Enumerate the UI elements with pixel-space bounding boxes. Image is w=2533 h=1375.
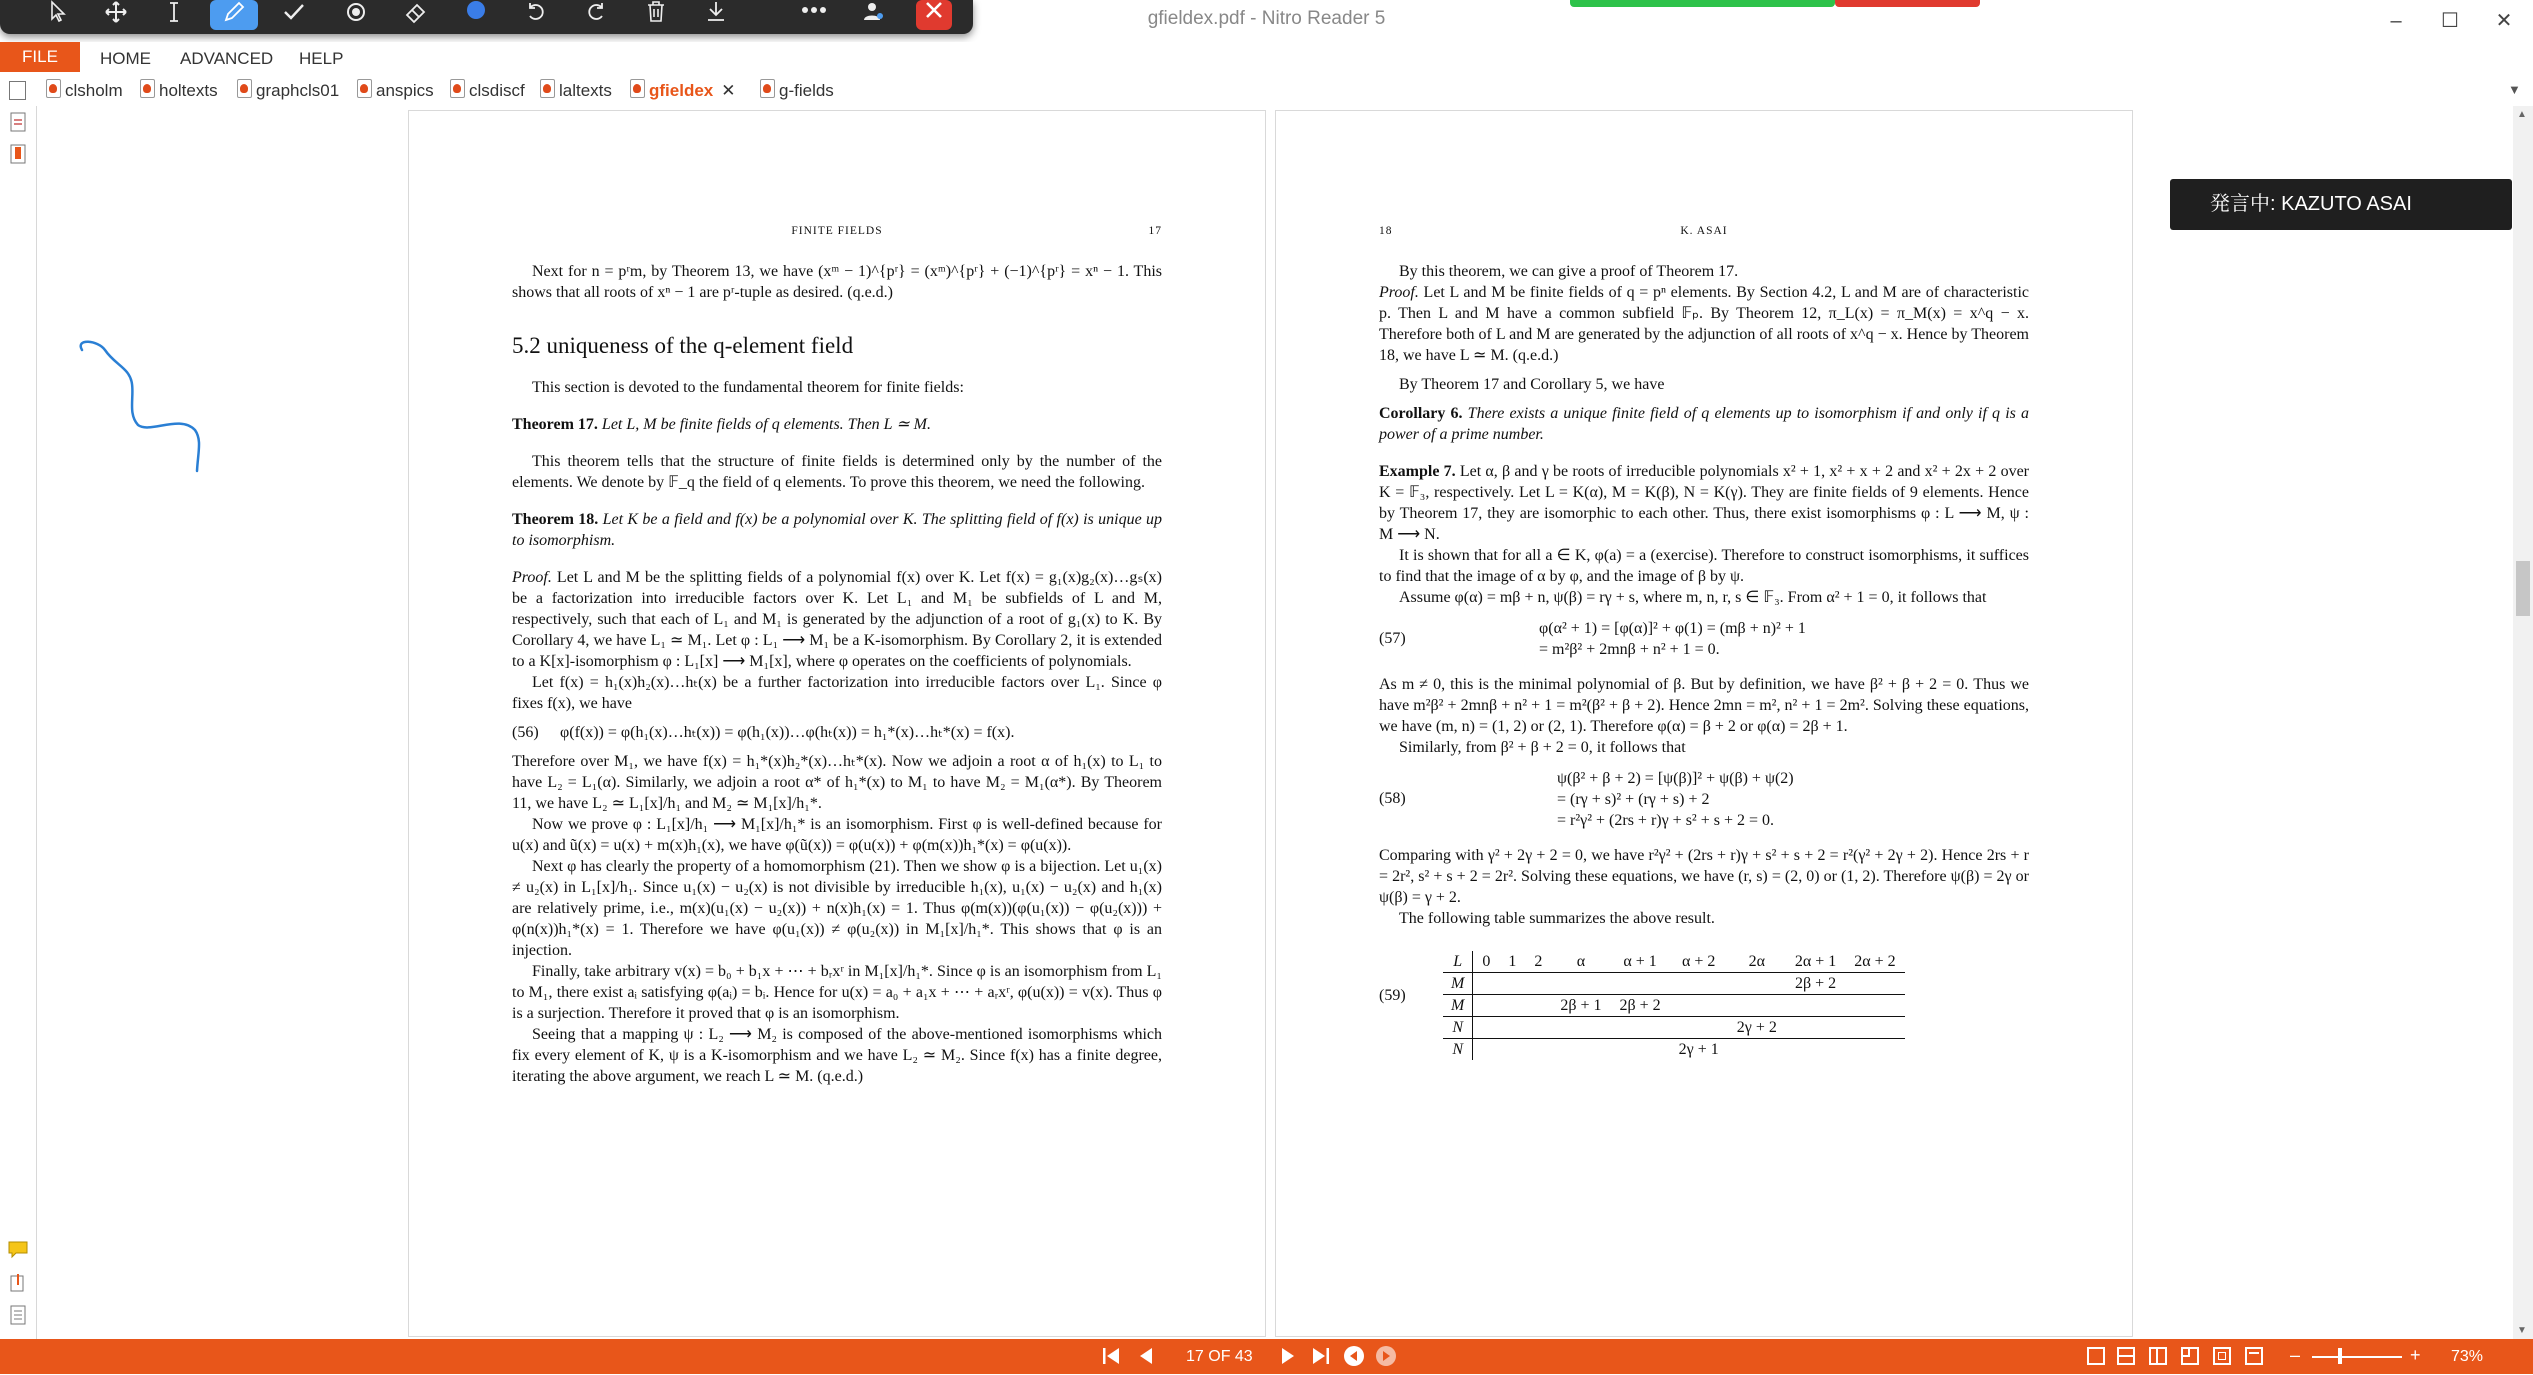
previous-view-icon[interactable] (1342, 1345, 1366, 1375)
close-icon[interactable] (916, 0, 952, 30)
equation-number: (59) (1379, 987, 1406, 1004)
equation-body: φ(f(x)) = φ(h₁(x)…hₜ(x)) = φ(h₁(x))…φ(hₜ(x)) = h₁*(x)…hₜ*(x) = f(x). (560, 724, 1015, 741)
continuous-view-icon[interactable] (2117, 1347, 2135, 1365)
select-arrow-icon[interactable] (34, 0, 82, 30)
pdf-file-icon (450, 79, 465, 98)
table-cell: 2γ + 2 (1728, 1017, 1786, 1039)
pdf-file-icon (46, 79, 61, 98)
more-icon[interactable] (790, 0, 838, 30)
paragraph: By Theorem 17 and Corollary 5, we have (1399, 376, 1665, 393)
full-screen-icon[interactable] (2245, 1347, 2263, 1365)
attachments-panel-icon[interactable] (8, 1273, 28, 1295)
pdf-file-icon (760, 79, 775, 98)
eraser-icon[interactable] (392, 0, 440, 30)
speaking-banner: 発言中: KAZUTO ASAI (2170, 179, 2512, 230)
menu-bar (0, 42, 2533, 72)
next-view-icon[interactable] (1374, 1345, 1398, 1375)
first-page-icon[interactable] (1101, 1345, 1123, 1373)
redo-icon[interactable] (572, 0, 620, 30)
equation-line: φ(α² + 1) = [φ(α)]² + φ(1) = (mβ + n)² + 1 (1539, 620, 1806, 637)
tab-g-fields[interactable] (760, 79, 834, 101)
pdf-file-icon (357, 79, 372, 98)
red-status-strip (1835, 0, 1980, 7)
left-rail (0, 106, 37, 1339)
table-cell: α + 2 (1670, 951, 1728, 973)
table-cell: N (1443, 1039, 1473, 1061)
tab-label: g-fields (779, 81, 834, 100)
pdf-file-icon (540, 79, 555, 98)
tab-label: graphcls01 (256, 81, 340, 100)
theorem-17 (512, 414, 1162, 435)
proof-paragraph (512, 567, 1162, 672)
paragraph: Next φ has clearly the property of a homomorphism (21). Then we show φ is a bijection. Let u₁(x) ≠ u₂(x) in L₁[x]/h₁. Since u₁(x) − u₂(x) is not divisible by irreducible h₁(x), u₁(x) − u₂(x) and h₁(x) are relatively prime, i.e., m(x)(u₁(x) − u₂(x)) + n(x)h₁(x) = 1. Thus φ(m(x))(φ(u₁(x)) − φ(u₂(x))) + φ(n(x))h₁*(x) = 1. Therefore we have φ(u₁(x)) ≠ φ(u₂(x)) in M₁[x]/h₁*. This shows that φ is an injection. (512, 858, 1162, 959)
tab-label: holtexts (159, 81, 218, 100)
fit-width-icon[interactable] (2213, 1347, 2231, 1365)
table-cell: 2α (1728, 951, 1786, 973)
corollary-label: Corollary 6. (1379, 405, 1463, 422)
page-number: 18 (1379, 225, 1393, 237)
paragraph: By this theorem, we can give a proof of Theorem 17. (1399, 263, 1739, 280)
menu-file[interactable]: FILE (0, 42, 80, 72)
proof-text: Let L and M be the splitting fields of a polynomial f(x) over K. Let f(x) = g₁(x)g₂(x)…gₛ(x) be a factorization into irreducible factors over K. Let L₁ and M₁ be subfields of L and M, respectively, such that each of L₁ and M₁ is generated by the adjunction of a root of g₁(x) to K. By Corollary 4, we have L₁ ≃ M₁. Let φ : L₁ ⟶ M₁ be a K-isomorphism. By Corollary 2, it is extended to a K[x]-isomorphism φ : L₁[x] ⟶ M₁[x], where φ operates on the coefficients of polynomials. (512, 569, 1163, 670)
tab-label: laltexts (559, 81, 612, 100)
isomorphism-table (1443, 951, 1905, 1060)
paragraph: Finally, take arbitrary v(x) = b₀ + b₁x + ⋯ + bᵣxʳ in M₁[x]/h₁*. Since φ is an isomorphism from L₁ to M₁, there exist aᵢ satisfying φ(aᵢ) = bᵢ. Hence for u(x) = a₀ + a₁x + ⋯ + aᵣxʳ, φ(u(x)) = v(x). Thus φ is a surjection. Therefore it proved that φ is an isomorphism. (512, 963, 1162, 1022)
page-thumbnail-icon[interactable] (9, 81, 26, 100)
table-cell: α (1551, 951, 1610, 973)
bookmarks-panel-icon[interactable] (8, 144, 28, 166)
output-panel-icon[interactable] (8, 1305, 28, 1327)
zoom-out-button[interactable]: – (2290, 1345, 2301, 1365)
proof-label: Proof. (1379, 284, 1419, 301)
check-icon[interactable] (270, 0, 318, 30)
paragraph: The following table summarizes the above result. (1399, 910, 1715, 927)
paragraph: Seeing that a mapping ψ : L₂ ⟶ M₂ is composed of the above-mentioned isomorphisms which fix every element of K, ψ is a K-isomorphism and we have L₂ ≃ M₂. Since f(x) has a finite degree, iterating the above argument, we reach L ≃ M. (q.e.d.) (512, 1026, 1162, 1085)
last-page-icon[interactable] (1309, 1345, 1331, 1373)
download-icon[interactable] (692, 0, 740, 30)
table-cell: 2γ + 1 (1678, 1041, 1719, 1058)
paragraph: Comparing with γ² + 2γ + 2 = 0, we have r²γ² + (2rs + r)γ + s² + s + 2 = r²(γ² + 2γ + 2). Hence 2rs + r = 2r², s² + s + 2 = 2r². Solving these equations, we have (r, s) = (2, 0) or (1, 2). Therefore ψ(β) = 2γ or ψ(β) = γ + 2. (1379, 847, 2029, 906)
paragraph: This section is devoted to the fundamental theorem for finite fields: (532, 379, 964, 396)
theorem-label: Theorem 17. (512, 416, 598, 433)
pen-icon[interactable] (210, 0, 258, 30)
equation-line: = r²γ² + (2rs + r)γ + s² + s + 2 = 0. (1557, 812, 1775, 829)
next-page-icon[interactable] (1278, 1345, 1298, 1373)
example-text: Let α, β and γ be roots of irreducible polynomials x² + 1, x² + x + 2 and x² + 2x + 2 over K = 𝔽₃, respectively. Let L = K(α), M = K(β), N = K(γ). They are finite fields of 9 elements. Hence by Theorem 17, they are isomorphic to each other. Thus, there exist isomorphisms φ : L ⟶ M, ψ : M ⟶ N. (1379, 463, 2030, 543)
table-row (1443, 1017, 1905, 1039)
table-cell: 2α + 2 (1845, 951, 1904, 973)
equation-57 (1379, 618, 2029, 660)
menu-home[interactable]: HOME (100, 49, 151, 68)
table-cell: N (1443, 1017, 1473, 1039)
equation-56 (512, 722, 1162, 743)
theorem-text: Let K be a field and f(x) be a polynomial over K. The splitting field of f(x) is unique up to isomorphism. (512, 511, 1163, 549)
tab-anspics[interactable] (357, 79, 434, 101)
equation-59 (1379, 951, 2029, 1060)
equation-number: (57) (1379, 630, 1406, 647)
table-cell: 1 (1499, 951, 1525, 973)
tab-holtexts[interactable] (140, 79, 218, 101)
equation-number: (58) (1379, 790, 1406, 807)
equation-line: = m²β² + 2mnβ + n² + 1 = 0. (1539, 641, 1720, 658)
paragraph: Now we prove φ : L₁[x]/h₁ ⟶ M₁[x]/h₁* is an isomorphism. First φ is well-defined because for u(x) and ũ(x) = u(x) + m(x)h₁(x), we have φ(ũ(x)) = φ(u(x)) + φ(m(x))h₁*(x) = φ(u(x)). (512, 816, 1162, 854)
paragraph: This theorem tells that the structure of finite fields is determined only by the number of the elements. We denote by 𝔽_q the field of q elements. To prove this theorem, we need the following. (512, 453, 1162, 491)
maximize-button[interactable]: ☐ (2441, 10, 2459, 32)
tab-clsdiscf[interactable] (450, 79, 525, 101)
zoom-slider[interactable] (2312, 1356, 2402, 1358)
theorem-label: Theorem 18. (512, 511, 599, 528)
table-cell: 2β + 2 (1786, 973, 1845, 995)
text-cursor-icon[interactable] (150, 0, 198, 30)
zoom-in-button[interactable]: + (2410, 1345, 2421, 1365)
undo-icon[interactable] (512, 0, 560, 30)
page-indicator[interactable]: 17 OF 43 (1186, 1348, 1253, 1365)
window-title: gfieldex.pdf - Nitro Reader 5 (1147, 8, 1386, 29)
zoom-slider-handle[interactable] (2338, 1348, 2342, 1364)
ink-annotation[interactable] (70, 340, 210, 480)
move-icon[interactable] (92, 0, 140, 30)
pdf-file-icon (630, 79, 645, 98)
running-header: FINITE FIELDS (791, 225, 883, 237)
paragraph: Let f(x) = h₁(x)h₂(x)…hₜ(x) be a further factorization into irreducible factors over L₁. Since φ fixes f(x), we have (512, 674, 1162, 712)
delete-icon[interactable] (632, 0, 680, 30)
table-cell: 0 (1473, 951, 1500, 973)
table-header-row (1443, 951, 1905, 973)
user-settings-icon[interactable] (850, 0, 898, 30)
pen-toolbar (0, 0, 973, 34)
proof-paragraph (1379, 282, 2029, 366)
menu-help[interactable]: HELP (299, 49, 344, 68)
vertical-scrollbar[interactable] (2513, 106, 2533, 1339)
table-cell: M (1443, 995, 1473, 1017)
equation-line: ψ(β² + β + 2) = [ψ(β)]² + ψ(β) + ψ(2) (1557, 770, 1794, 787)
pages-panel-icon[interactable] (8, 112, 28, 134)
theorem-text: Let L, M be finite fields of q elements. Then L ≃ M. (601, 416, 932, 433)
corollary-6 (1379, 403, 2029, 445)
pdf-page-18 (1275, 110, 2133, 1337)
facing-view-icon[interactable] (2149, 1347, 2167, 1365)
theorem-18 (512, 509, 1162, 551)
table-cell: 2 (1525, 951, 1551, 973)
example-7 (1379, 461, 2029, 545)
minimize-button[interactable]: – (2390, 10, 2402, 32)
table-cell: L (1443, 951, 1473, 973)
proof-label: Proof. (512, 569, 552, 586)
paragraph: It is shown that for all a ∈ K, φ(a) = a (exercise). Therefore to construct isomorphisms, it suffices to find that the image of α by φ, and the image of β by ψ. (1379, 547, 2029, 585)
tab-list-chevron-icon[interactable]: ▼ (2508, 82, 2521, 97)
tab-close-icon[interactable]: ✕ (721, 81, 736, 100)
equation-58 (1379, 768, 2029, 831)
tab-label: anspics (376, 81, 434, 100)
table-cell: α + 1 (1611, 951, 1670, 973)
zoom-level[interactable]: 73% (2451, 1348, 2484, 1365)
color-dot-icon[interactable] (452, 0, 500, 30)
table-row (1443, 1039, 1905, 1061)
green-status-strip (1570, 0, 1835, 7)
section-title: 5.2 uniqueness of the q-element field (512, 333, 854, 358)
table-cell: 2α + 1 (1786, 951, 1845, 973)
menu-advanced[interactable]: ADVANCED (180, 49, 274, 68)
page-number: 17 (1148, 225, 1162, 237)
table-cell: 2β + 2 (1611, 995, 1670, 1017)
paragraph: Similarly, from β² + β + 2 = 0, it follows that (1399, 739, 1686, 756)
tab-graphcls01[interactable] (237, 79, 339, 101)
pdf-file-icon (237, 79, 252, 98)
table-row (1443, 973, 1905, 995)
scrollbar-thumb[interactable] (2516, 561, 2530, 616)
previous-page-icon[interactable] (1136, 1345, 1156, 1373)
status-bar (0, 1339, 2533, 1374)
close-window-button[interactable]: ✕ (2495, 10, 2513, 32)
comments-panel-icon[interactable] (8, 1241, 28, 1263)
document-tab-bar (0, 72, 2533, 107)
tab-label: clsholm (65, 81, 123, 100)
scroll-up-icon[interactable]: ▲ (2517, 109, 2527, 120)
table-row (1443, 995, 1905, 1017)
paragraph: Next for n = pʳm, by Theorem 13, we have (xᵐ − 1)^{pʳ} = (xᵐ)^{pʳ} + (−1)^{pʳ} = xⁿ − 1. This shows that all roots of xⁿ − 1 are pʳ-tuple as desired. (q.e.d.) (512, 263, 1162, 301)
tab-label: gfieldex (649, 81, 714, 100)
pdf-file-icon (140, 79, 155, 98)
tab-gfieldex[interactable] (630, 79, 736, 101)
pdf-page-17 (408, 110, 1266, 1337)
continuous-facing-view-icon[interactable] (2181, 1347, 2199, 1365)
proof-text: Let L and M be finite fields of q = pⁿ elements. By Section 4.2, L and M are of characteristic p. Then L and M have a common subfield 𝔽ₚ. By Theorem 12, π_L(x) = π_M(x) = x^q − x. Therefore both of L and M are generated by the adjunction of all roots of x^q − x. Hence by Theorem 18, we have L ≃ M. (q.e.d.) (1379, 284, 2029, 364)
example-label: Example 7. (1379, 463, 1456, 480)
running-header: K. ASAI (1680, 225, 1728, 237)
equation-line: = (rγ + s)² + (rγ + s) + 2 (1557, 791, 1710, 808)
scroll-down-icon[interactable]: ▼ (2517, 1325, 2527, 1336)
corollary-text: There exists a unique finite field of q elements up to isomorphism if and only if q is a power of a prime number. (1379, 405, 2030, 443)
paragraph: As m ≠ 0, this is the minimal polynomial of β. But by definition, we have β² + β + 2 = 0. Thus we have m²β² + 2mnβ + n² + 1 = m²(β² + β + 2). Hence 2mn = m², n² + 1 = 2m². Solving these equations, we have (m, n) = (1, 2) or (2, 1). Therefore φ(α) = β + 2 or φ(α) = 2β + 1. (1379, 676, 2029, 735)
paragraph: Assume φ(α) = mβ + n, ψ(β) = rγ + s, where m, n, r, s ∈ 𝔽₃. From α² + 1 = 0, it follows that (1399, 589, 1987, 606)
tab-clsholm[interactable] (46, 79, 123, 101)
tab-laltexts[interactable] (540, 79, 612, 101)
paragraph: Therefore over M₁, we have f(x) = h₁*(x)h₂*(x)…hₜ*(x). Now we adjoin a root α of h₁(x) to L₁ to have L₂ = L₁(α). Similarly, we adjoin a root α* of h₁*(x) to M₁ to have M₂ = M₁(α*). By Theorem 11, we have L₂ ≃ L₁[x]/h₁ and M₂ ≃ M₁[x]/h₁*. (512, 753, 1162, 812)
single-page-view-icon[interactable] (2087, 1347, 2105, 1365)
table-cell: 2β + 1 (1551, 995, 1610, 1017)
stamp-icon[interactable] (332, 0, 380, 30)
tab-label: clsdiscf (469, 81, 525, 100)
equation-number: (56) (512, 724, 539, 741)
table-cell: M (1443, 973, 1473, 995)
